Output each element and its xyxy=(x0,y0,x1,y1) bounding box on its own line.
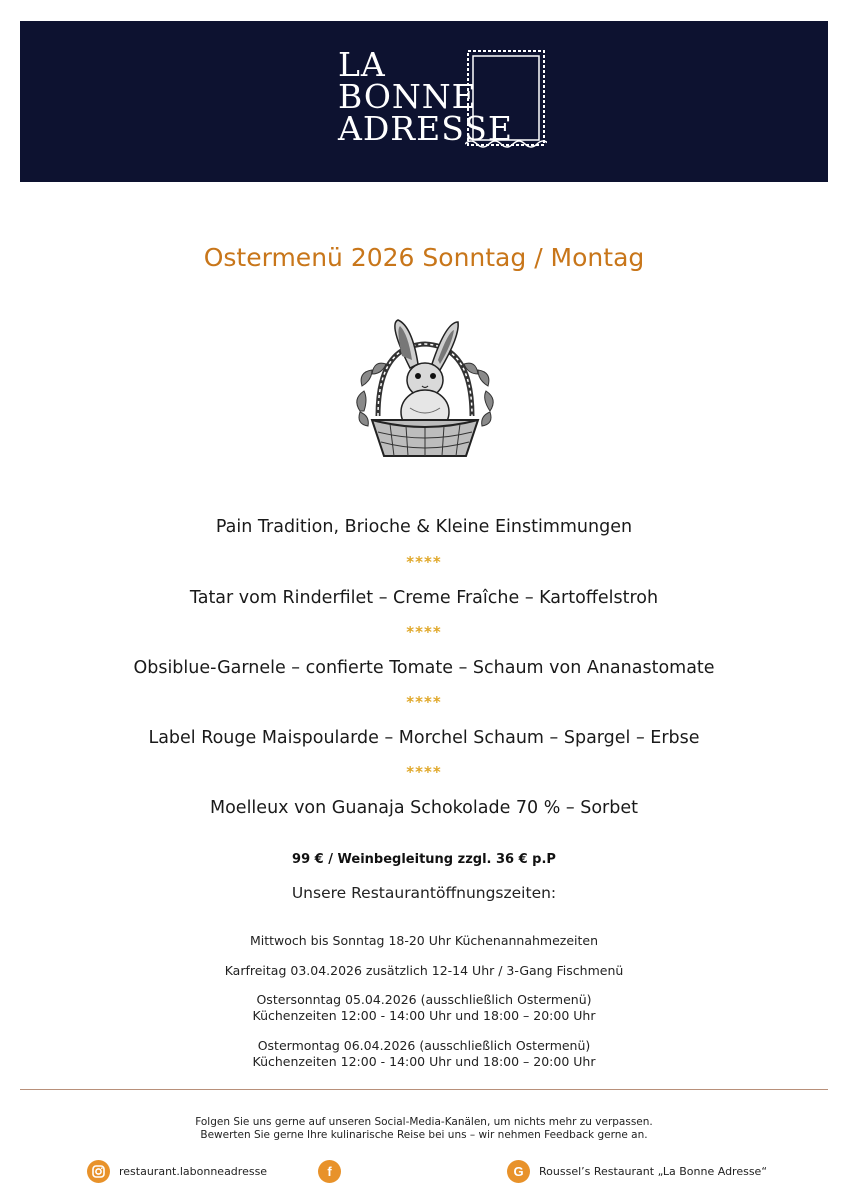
hours-ostermontag-times: Küchenzeiten 12:00 - 14:00 Uhr und 18:00 – 20:00 Uhr xyxy=(252,1054,596,1069)
course-1: Pain Tradition, Brioche & Kleine Einstimmungen xyxy=(215,517,633,537)
header-banner xyxy=(20,21,828,182)
logo-line-2: BONNE xyxy=(338,77,477,116)
instagram-link[interactable] xyxy=(87,1159,267,1183)
bunny-in-basket-icon xyxy=(350,316,500,464)
course-separator: **** xyxy=(406,553,442,571)
hours-ostermontag: Ostermontag 06.04.2026 (ausschließlich Ostermenü) xyxy=(257,1038,591,1053)
google-icon: G xyxy=(507,1160,530,1183)
menu-price: 99 € / Weinbegleitung zzgl. 36 € p.P xyxy=(292,852,556,867)
course-4: Label Rouge Maispoularde – Morchel Schaum – Spargel – Erbse xyxy=(148,728,700,748)
footer-social-note: Folgen Sie uns gerne auf unseren Social-Media-Kanälen, um nichts mehr zu verpassen. xyxy=(195,1116,653,1128)
logo-line-3: ADRESSE xyxy=(338,109,513,148)
opening-hours-title: Unsere Restaurantöffnungszeiten: xyxy=(291,884,557,902)
instagram-handle: restaurant.labonneadresse xyxy=(119,1164,268,1178)
hours-ostersonntag-times: Küchenzeiten 12:00 - 14:00 Uhr und 18:00 – 20:00 Uhr xyxy=(252,1008,596,1023)
hours-regular: Mittwoch bis Sonntag 18-20 Uhr Küchenannahmezeiten xyxy=(249,933,599,948)
facebook-link[interactable] xyxy=(318,1159,341,1183)
hours-ostersonntag: Ostersonntag 05.04.2026 (ausschließlich Ostermenü) xyxy=(256,992,592,1007)
restaurant-logo xyxy=(338,45,558,178)
course-3: Obsiblue-Garnele – confierte Tomate – Schaum von Ananastomate xyxy=(133,658,715,678)
facebook-icon: f xyxy=(318,1160,341,1183)
logo-line-1: LA xyxy=(338,45,386,84)
course-separator: **** xyxy=(406,693,442,711)
course-separator: **** xyxy=(406,623,442,641)
instagram-icon xyxy=(87,1160,110,1183)
google-review-label: Roussel’s Restaurant „La Bonne Adresse“ xyxy=(539,1164,768,1178)
course-separator: **** xyxy=(406,763,442,781)
footer-feedback-note: Bewerten Sie gerne Ihre kulinarische Reise bei uns – wir nehmen Feedback gerne an. xyxy=(200,1129,648,1141)
menu-title: Ostermenü 2026 Sonntag / Montag xyxy=(203,243,645,272)
footer-divider xyxy=(20,1089,828,1090)
course-2: Tatar vom Rinderfilet – Creme Fraîche – Kartoffelstroh xyxy=(189,588,659,608)
google-review-link[interactable] xyxy=(507,1159,767,1183)
course-5: Moelleux von Guanaja Schokolade 70 % – Sorbet xyxy=(210,798,638,818)
hours-karfreitag: Karfreitag 03.04.2026 zusätzlich 12-14 Uhr / 3-Gang Fischmenü xyxy=(224,963,624,978)
